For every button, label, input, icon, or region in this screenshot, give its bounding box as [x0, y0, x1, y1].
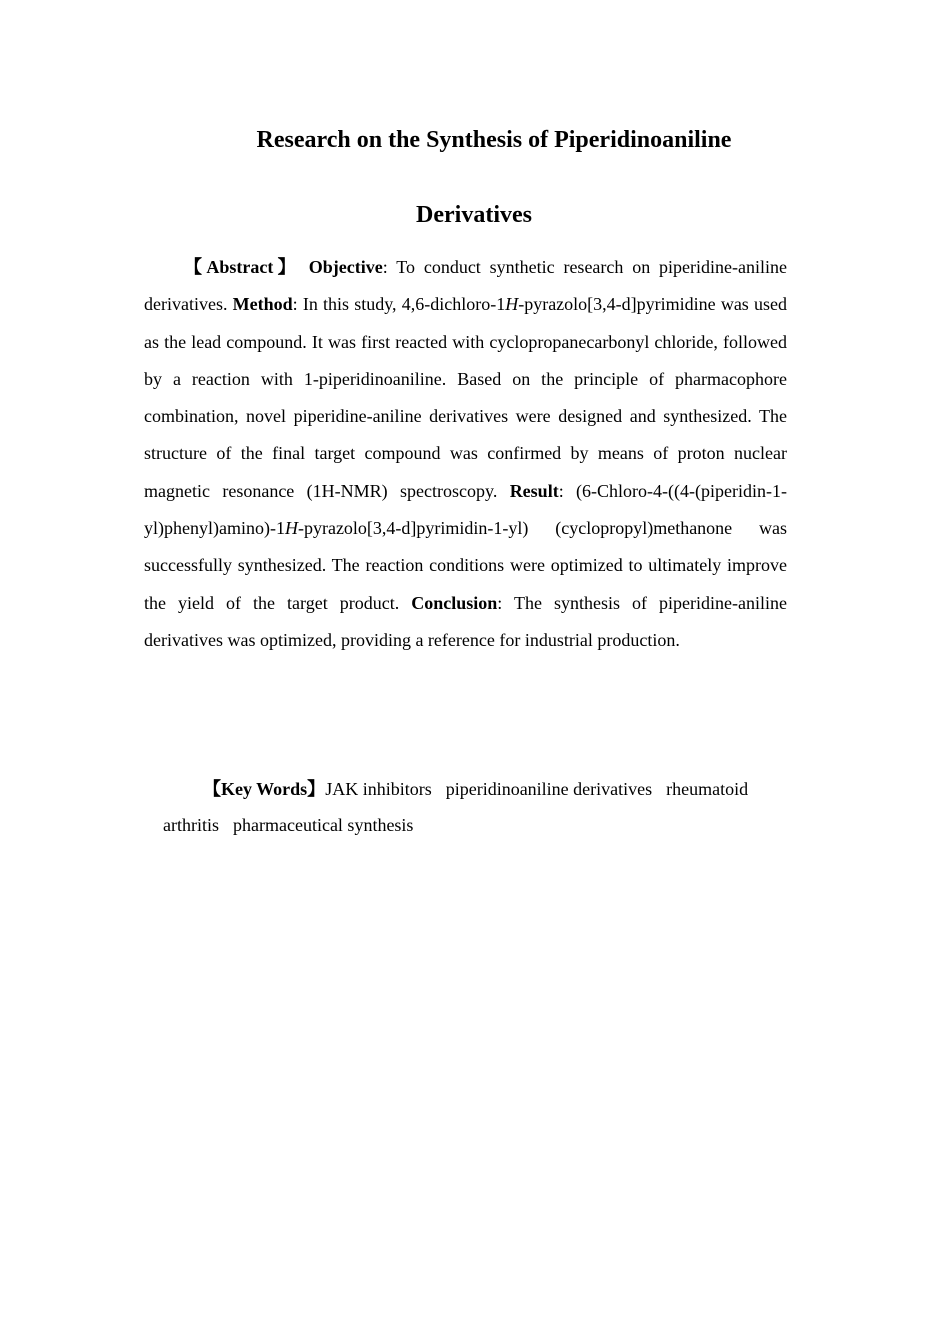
paper-title-line-2: Derivatives: [416, 202, 532, 228]
conclusion-label: Conclusion: [411, 592, 498, 613]
keyword-item: JAK inhibitors: [325, 779, 432, 799]
objective-label: Objective: [308, 257, 383, 277]
italic-h: H: [284, 518, 298, 539]
abstract-section: [144, 249, 787, 659]
method-text-part-1: : In this study, 4,6-dichloro-1: [292, 294, 506, 315]
keyword-item: rheumatoid arthritis: [163, 779, 749, 835]
result-label: Result: [509, 480, 559, 501]
keyword-item: pharmaceutical synthesis: [233, 815, 414, 835]
abstract-paragraph: [144, 249, 787, 659]
result-text-part-1: : (6-Chloro-4-((4-(piperidin-1-yl)phenyl)amino)-1: [144, 480, 787, 539]
method-text-part-2: -pyrazolo[3,4-d]pyrimidine was used as the lead compound. It was first reacted with cyclopropanecarbonyl chloride, followed by a reaction with 1-piperidinoaniline. Based on the principle of pharmacophore combination, novel piperidine-aniline derivatives were designed and synthesized. The structure of the final target compound was confirmed by means of proton nuclear magnetic resonance (1H-NMR) spectroscopy.: [144, 294, 787, 501]
paper-title-line-1: Research on the Synthesis of Piperidinoaniline: [256, 127, 732, 153]
keywords-section: [163, 771, 787, 843]
keyword-item: piperidinoaniline derivatives: [445, 779, 653, 799]
keywords-label: 【Key Words】: [203, 779, 326, 799]
conclusion-text: : The synthesis of piperidine-aniline derivatives was optimized, providing a reference for industrial production.: [144, 592, 787, 650]
abstract-label: 【Abstract】: [184, 257, 300, 277]
result-text-part-2: -pyrazolo[3,4-d]pyrimidin-1-yl) (cyclopropyl)methanone was successfully synthesized. The reaction conditions were optimized to ultimately improve the yield of the target product.: [144, 518, 787, 613]
method-label: Method: [232, 294, 293, 315]
italic-h: H: [505, 294, 519, 315]
objective-text: : To conduct synthetic research on piperidine-aniline derivatives.: [144, 257, 788, 315]
